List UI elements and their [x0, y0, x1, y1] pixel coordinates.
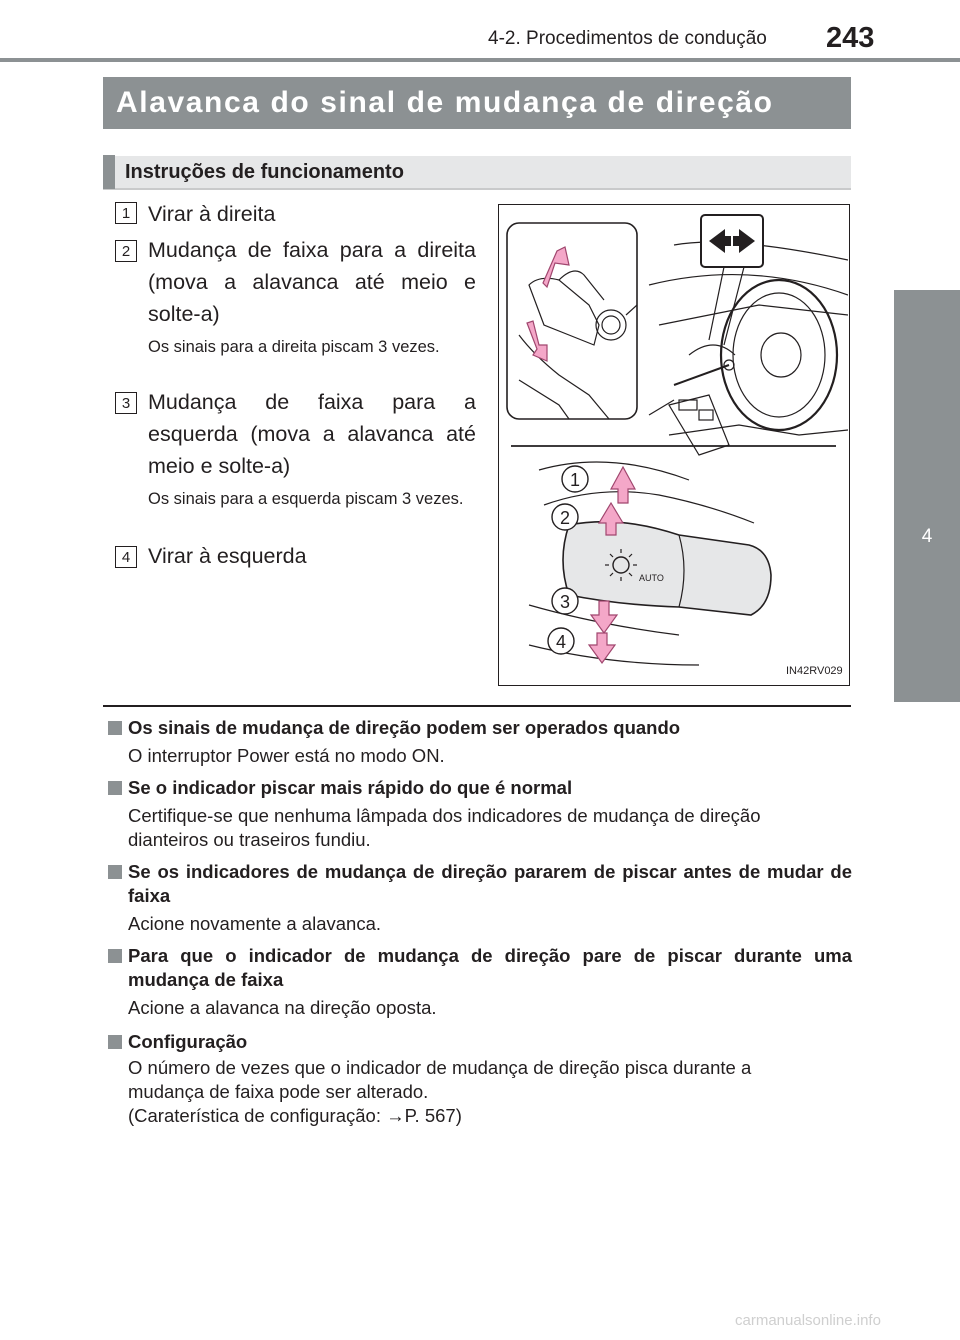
note-heading: Se os indicadores de mudança de direção pararem de piscar antes de mudar de faixa [108, 860, 852, 908]
switch-auto-label: AUTO [639, 573, 664, 583]
watermark: carmanualsonline.info [735, 1312, 881, 1329]
item-text: Virar à direita [148, 202, 276, 226]
bullet-square-icon [108, 721, 122, 735]
note-block [108, 860, 852, 936]
chapter-tab-label: Condução [23, 598, 44, 682]
bullet-square-icon [108, 949, 122, 963]
note-body: O número de vezes que o indicador de mudança de direção pisca durante a mudança de faixa pode ser alterado. (Caraterística de configuração: →P. 567) [128, 1057, 752, 1126]
note-body: Acione a alavanca na direção oposta. [128, 997, 437, 1018]
note-body: O interruptor Power está no modo ON. [128, 745, 445, 766]
item-text: Mudança de faixa para a esquerda (mova a alavanca até meio e solte-a) [148, 390, 476, 478]
item-number-box: 4 [115, 546, 137, 568]
running-header-section: 4-2. Procedimentos de condução [488, 28, 767, 49]
item-number-box: 3 [115, 392, 137, 414]
page-number: 243 [826, 22, 875, 54]
subheading: Instruções de funcionamento [125, 160, 404, 183]
bullet-square-icon [108, 781, 122, 795]
turn-signal-illustration [498, 204, 850, 686]
note-heading: Configuração [108, 1030, 852, 1054]
callout-1: 1 [569, 470, 581, 490]
chapter-tab [894, 290, 960, 702]
item-text: Mudança de faixa para a direita (mova a alavanca até meio e solte-a) [148, 238, 476, 326]
subheading-band [103, 156, 851, 190]
illustration-code: IN42RV029 [786, 665, 843, 677]
note-block [108, 1030, 852, 1128]
callout-3: 3 [559, 592, 571, 612]
item-note: Os sinais para a direita piscam 3 vezes. [148, 338, 440, 356]
note-heading: Para que o indicador de mudança de direção pare de piscar durante uma mudança de faixa [108, 944, 852, 992]
note-body: Certifique-se que nenhuma lâmpada dos indicadores de mudança de direção dianteiros ou traseiros fundiu. [128, 805, 761, 850]
note-body: Acione novamente a alavanca. [128, 913, 382, 934]
illustration-svg [499, 205, 848, 684]
callout-4: 4 [555, 632, 567, 652]
note-heading: Os sinais de mudança de direção podem ser operados quando [108, 716, 852, 740]
page-title: Alavanca do sinal de mudança de direção [116, 86, 774, 119]
bullet-square-icon [108, 865, 122, 879]
bullet-square-icon [108, 1035, 122, 1049]
note-heading: Se o indicador piscar mais rápido do que é normal [108, 776, 852, 800]
item-note: Os sinais para a esquerda piscam 3 vezes. [148, 490, 464, 508]
item-number-box: 1 [115, 202, 137, 224]
note-block [108, 716, 852, 768]
callout-2: 2 [559, 508, 571, 528]
item-number-box: 2 [115, 240, 137, 262]
section-separator [103, 705, 851, 707]
note-block [108, 776, 852, 852]
note-block [108, 944, 852, 1020]
item-text: Virar à esquerda [148, 544, 307, 568]
page-title-band [103, 77, 851, 129]
chapter-tab-number: 4 [921, 526, 933, 547]
subheading-marker [103, 155, 115, 189]
header-rule [0, 58, 960, 62]
